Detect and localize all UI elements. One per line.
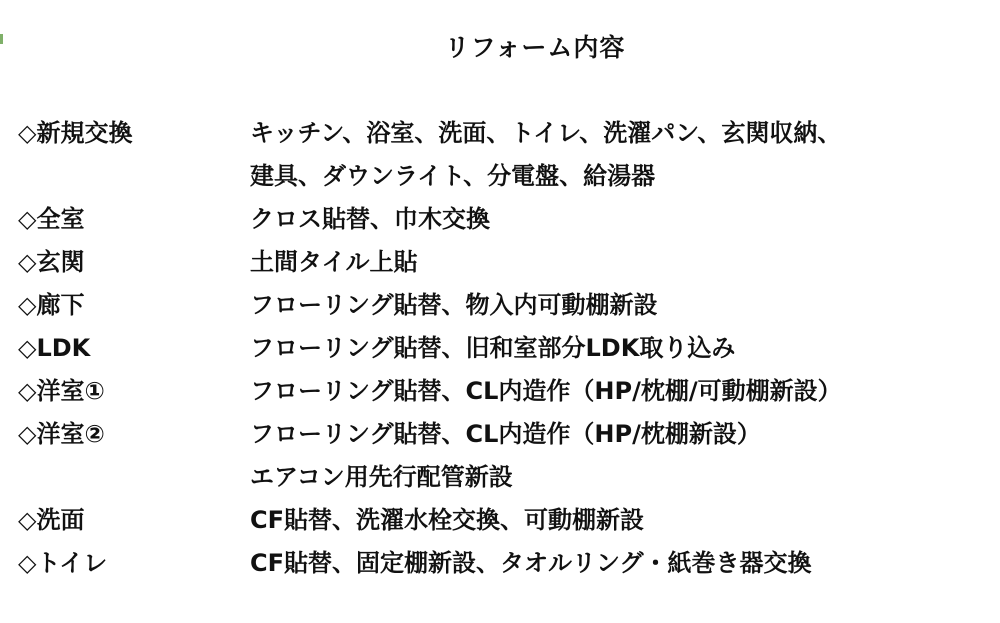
reform-row-new-replacement xyxy=(18,112,988,198)
row-label: ◇全室 xyxy=(18,205,85,233)
row-description xyxy=(250,241,988,284)
row-description xyxy=(250,413,988,499)
reform-row-ldk xyxy=(18,327,988,370)
description-line: フローリング貼替、物入内可動棚新設 xyxy=(250,291,658,319)
description-line: フローリング貼替、CL内造作（HP/枕棚新設） xyxy=(250,420,761,448)
reform-row-western-room-2 xyxy=(18,413,988,499)
row-label: ◇洗面 xyxy=(18,506,85,534)
reform-list xyxy=(18,112,988,585)
reform-row-all-rooms xyxy=(18,198,988,241)
description-line: フローリング貼替、旧和室部分LDK取り込み xyxy=(250,334,736,362)
row-description xyxy=(250,198,988,241)
description-line: CF貼替、固定棚新設、タオルリング・紙巻き器交換 xyxy=(250,549,812,577)
row-label: ◇洋室① xyxy=(18,377,105,405)
description-line: エアコン用先行配管新設 xyxy=(250,463,513,491)
reform-row-western-room-1 xyxy=(18,370,988,413)
description-line: フローリング貼替、CL内造作（HP/枕棚/可動棚新設） xyxy=(250,377,842,405)
row-label: ◇廊下 xyxy=(18,291,85,319)
description-line: CF貼替、洗濯水栓交換、可動棚新設 xyxy=(250,506,645,534)
row-description xyxy=(250,112,988,198)
page-title: リフォーム内容 xyxy=(444,33,626,62)
reform-row-hallway xyxy=(18,284,988,327)
row-description xyxy=(250,327,988,370)
reform-row-washroom xyxy=(18,499,988,542)
row-label: ◇LDK xyxy=(18,334,91,362)
reform-row-entrance xyxy=(18,241,988,284)
row-description xyxy=(250,370,988,413)
row-label: ◇洋室② xyxy=(18,420,105,448)
description-line: 建具、ダウンライト、分電盤、給湯器 xyxy=(250,162,656,190)
row-description xyxy=(250,499,988,542)
description-line: クロス貼替、巾木交換 xyxy=(250,205,490,233)
description-line: 土間タイル上貼 xyxy=(250,248,418,276)
row-description xyxy=(250,284,988,327)
row-description xyxy=(250,542,988,585)
row-label: ◇新規交換 xyxy=(18,119,133,147)
description-line: キッチン、浴室、洗面、トイレ、洗濯パン、玄関収納、 xyxy=(250,119,842,147)
reform-row-toilet xyxy=(18,542,988,585)
row-label: ◇トイレ xyxy=(18,549,108,577)
row-label: ◇玄関 xyxy=(18,248,85,276)
